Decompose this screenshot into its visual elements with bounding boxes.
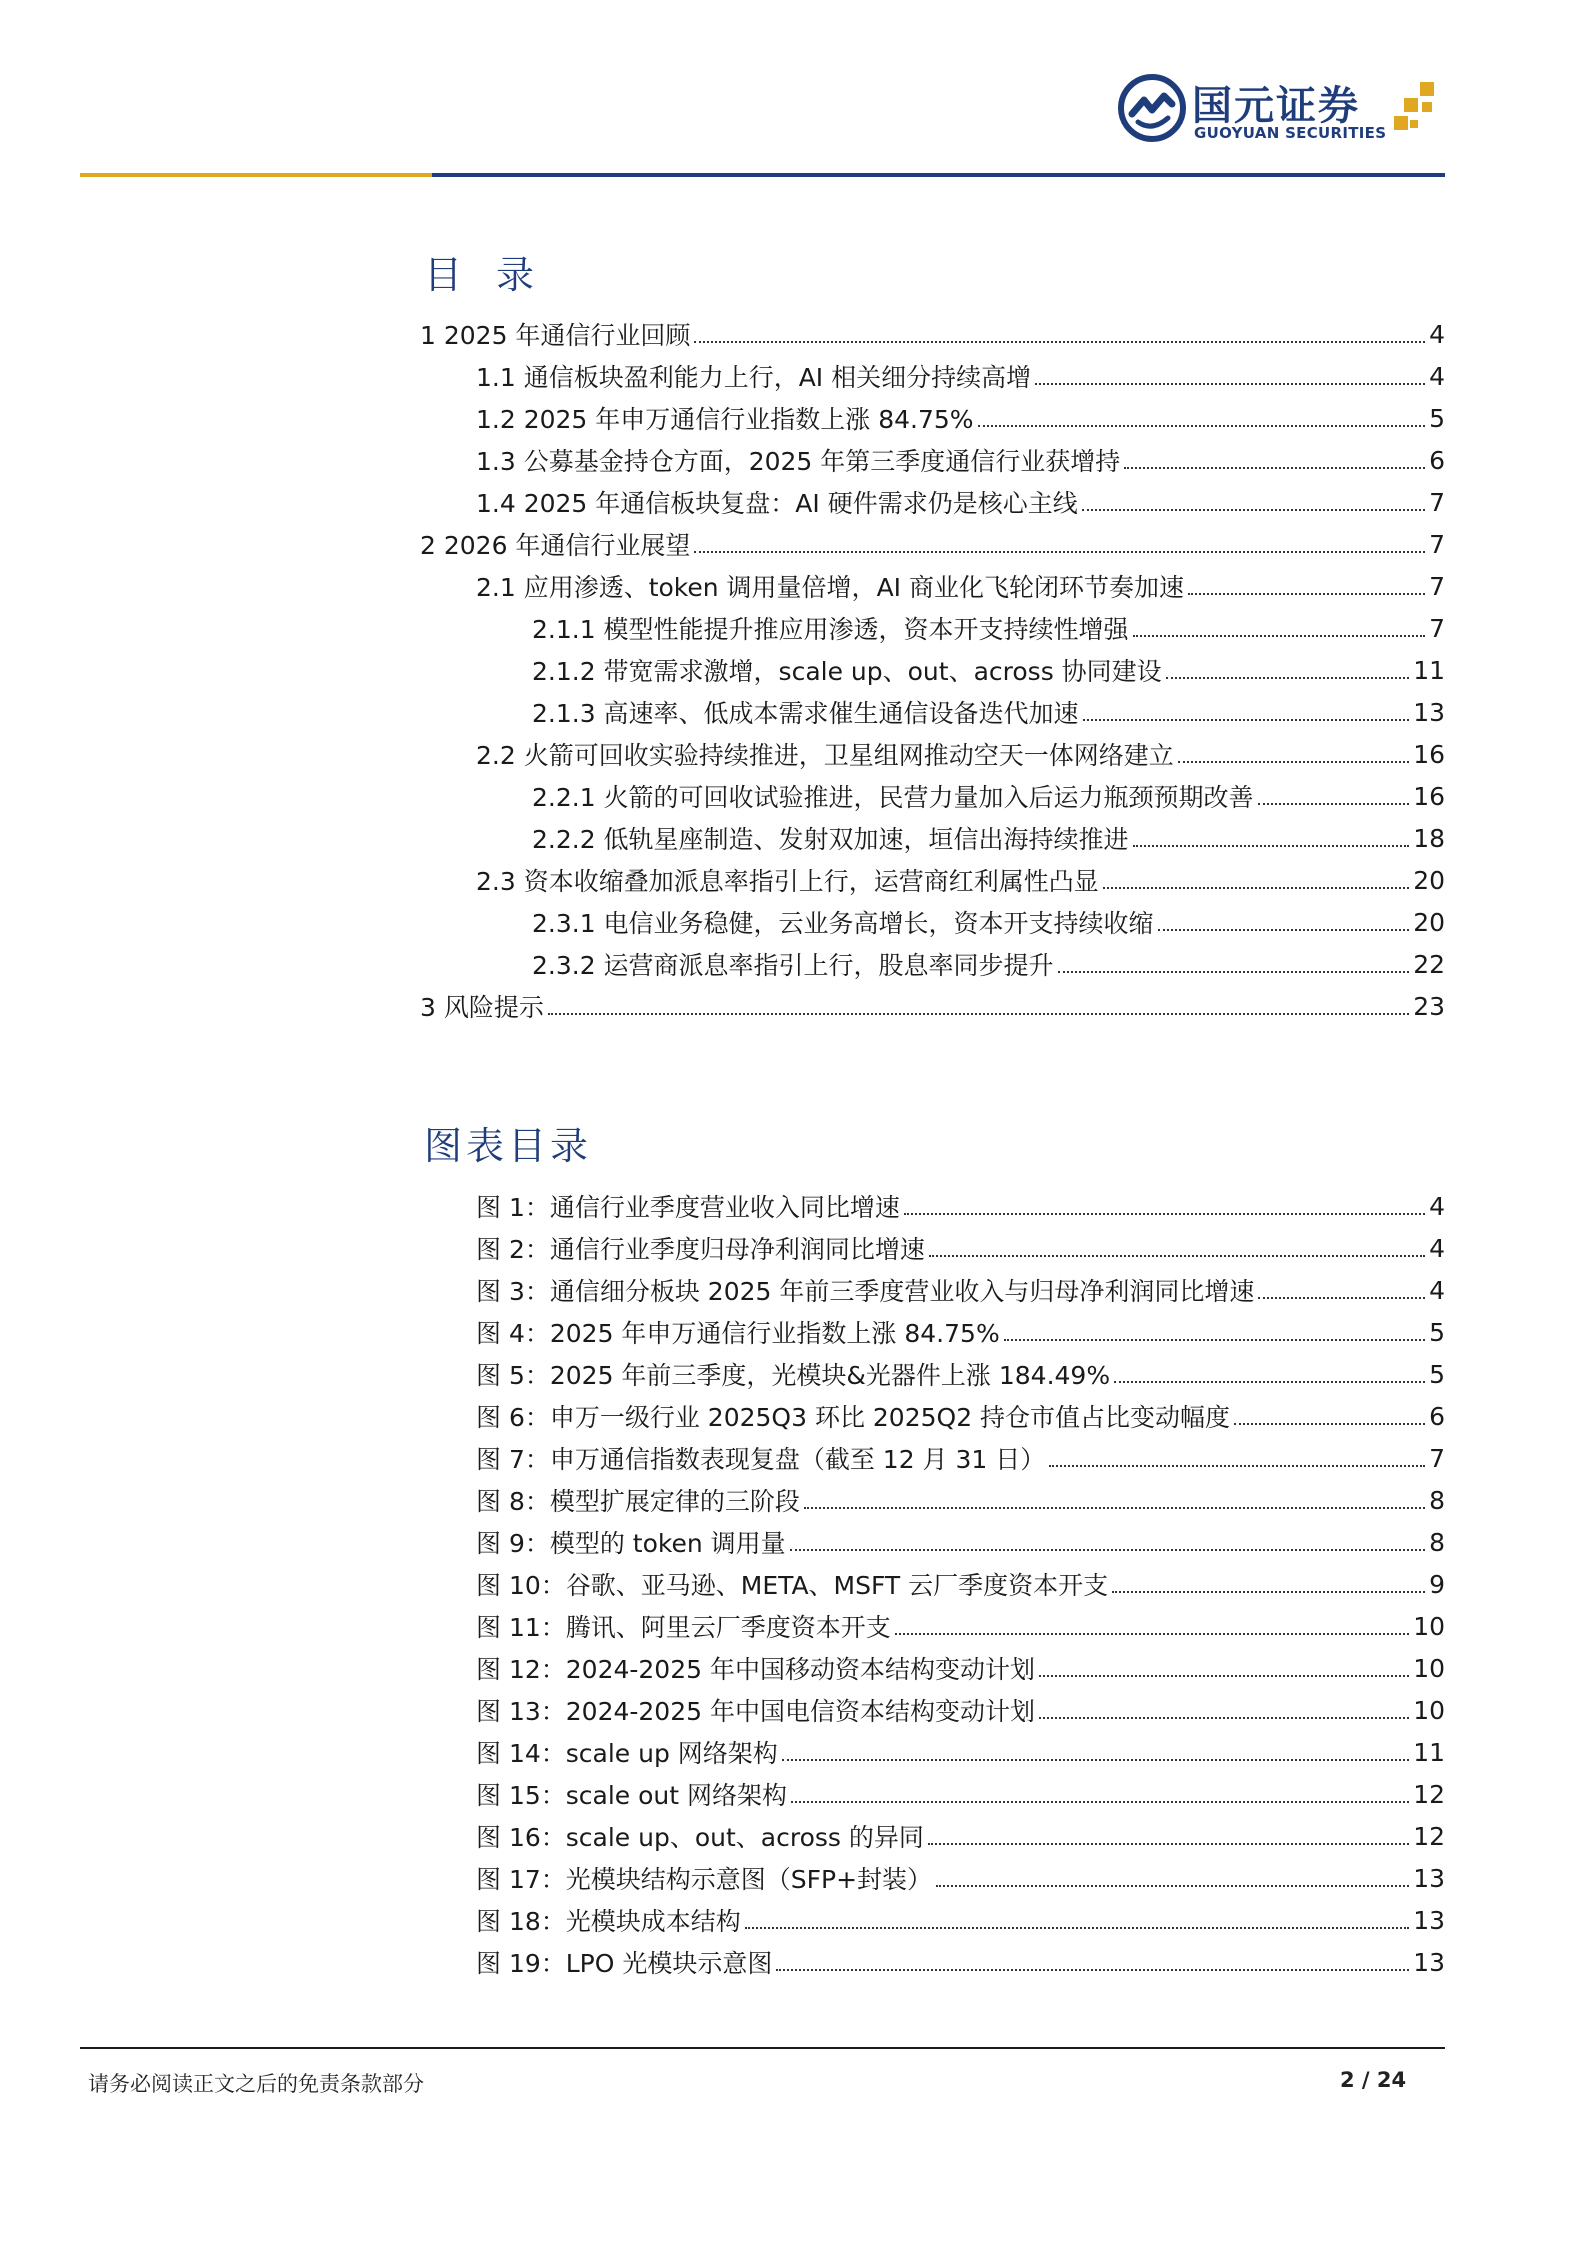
dot-leader xyxy=(928,1843,1409,1845)
figure-entry-page: 4 xyxy=(1429,1233,1445,1263)
figure-entry-page: 5 xyxy=(1429,1317,1445,1347)
dot-leader xyxy=(776,1969,1409,1971)
toc-entry-page: 11 xyxy=(1413,655,1445,685)
toc-entry[interactable] xyxy=(532,694,1445,730)
figure-entry[interactable] xyxy=(476,1608,1445,1644)
dot-leader xyxy=(1124,467,1425,469)
figure-entry-label: 图 10：谷歌、亚马逊、META、MSFT 云厂季度资本开支 xyxy=(476,1571,1109,1600)
toc-entry-label: 3 风险提示 xyxy=(420,993,544,1022)
dot-leader xyxy=(791,1801,1409,1803)
figure-entry[interactable] xyxy=(476,1188,1445,1224)
toc-entry[interactable] xyxy=(532,904,1445,940)
toc-entry-label: 2.1.2 带宽需求激增，scale up、out、across 协同建设 xyxy=(532,657,1162,686)
dot-leader xyxy=(1258,1297,1425,1299)
figure-entry-label: 图 18：光模块成本结构 xyxy=(476,1907,741,1936)
figure-entry-label: 图 5：2025 年前三季度，光模块&光器件上涨 184.49% xyxy=(476,1361,1111,1390)
figure-entry-page: 5 xyxy=(1429,1359,1445,1389)
figure-entry[interactable] xyxy=(476,1440,1445,1476)
dot-leader xyxy=(1004,1339,1425,1341)
toc-entry-page: 20 xyxy=(1413,907,1445,937)
toc-entry-page: 7 xyxy=(1429,529,1445,559)
dot-leader xyxy=(1035,383,1425,385)
toc-entry-page: 5 xyxy=(1429,403,1445,433)
page-indicator: 2 / 24 xyxy=(1340,2068,1407,2092)
toc-entry-label: 2.3 资本收缩叠加派息率指引上行，运营商红利属性凸显 xyxy=(476,867,1099,896)
dot-leader xyxy=(1158,929,1410,931)
toc-entry-label: 2 2026 年通信行业展望 xyxy=(420,531,691,560)
dot-leader xyxy=(1133,845,1410,847)
toc-entry[interactable] xyxy=(532,946,1445,982)
figure-entry[interactable] xyxy=(476,1692,1445,1728)
dot-leader xyxy=(548,1013,1409,1015)
footer-disclaimer: 请务必阅读正文之后的免责条款部分 xyxy=(88,2072,424,2096)
brand-logo xyxy=(1118,70,1448,150)
figure-entry-label: 图 19：LPO 光模块示意图 xyxy=(476,1949,773,1978)
figure-entry-page: 9 xyxy=(1429,1569,1445,1599)
figure-entry-label: 图 9：模型的 token 调用量 xyxy=(476,1529,786,1558)
toc-entry[interactable] xyxy=(476,442,1445,478)
toc-entry-page: 7 xyxy=(1429,613,1445,643)
dot-leader xyxy=(1039,1675,1409,1677)
figure-entry[interactable] xyxy=(476,1776,1445,1812)
figure-entry-label: 图 16：scale up、out、across 的异同 xyxy=(476,1823,924,1852)
toc-entry-page: 20 xyxy=(1413,865,1445,895)
toc-entry-label: 2.3.1 电信业务稳健，云业务高增长，资本开支持续收缩 xyxy=(532,909,1154,938)
dot-leader xyxy=(745,1927,1409,1929)
dot-leader xyxy=(1114,1381,1425,1383)
figure-entry[interactable] xyxy=(476,1524,1445,1560)
toc-entry-label: 2.1 应用渗透、token 调用量倍增，AI 商业化飞轮闭环节奏加速 xyxy=(476,573,1184,602)
footer-rule xyxy=(80,2047,1445,2049)
toc-entry-page: 4 xyxy=(1429,361,1445,391)
header-rule-gold xyxy=(80,173,432,177)
toc-entry[interactable] xyxy=(476,358,1445,394)
figure-entry[interactable] xyxy=(476,1734,1445,1770)
toc-entry-label: 1.3 公募基金持仓方面，2025 年第三季度通信行业获增持 xyxy=(476,447,1121,476)
toc-entry[interactable] xyxy=(420,988,1445,1024)
figure-entry-label: 图 12：2024-2025 年中国移动资本结构变动计划 xyxy=(476,1655,1035,1684)
toc-entry-label: 2.1.1 模型性能提升推应用渗透，资本开支持续性增强 xyxy=(532,615,1129,644)
figure-entry[interactable] xyxy=(476,1314,1445,1350)
dot-leader xyxy=(694,341,1425,343)
toc-entry-label: 2.2.1 火箭的可回收试验推进，民营力量加入后运力瓶颈预期改善 xyxy=(532,783,1254,812)
dot-leader xyxy=(804,1507,1425,1509)
dot-leader xyxy=(1166,677,1410,679)
toc-entry[interactable] xyxy=(532,652,1445,688)
figure-entry-page: 7 xyxy=(1429,1443,1445,1473)
toc-title: 目录 xyxy=(424,253,569,297)
dot-leader xyxy=(1178,761,1409,763)
dot-leader xyxy=(978,425,1426,427)
figure-entry-label: 图 8：模型扩展定律的三阶段 xyxy=(476,1487,800,1516)
toc-entry[interactable] xyxy=(476,736,1445,772)
figure-entry-page: 10 xyxy=(1413,1695,1445,1725)
toc-entry-label: 1.4 2025 年通信板块复盘：AI 硬件需求仍是核心主线 xyxy=(476,489,1078,518)
figure-entry-label: 图 14：scale up 网络架构 xyxy=(476,1739,778,1768)
figure-entry-label: 图 4：2025 年申万通信行业指数上涨 84.75% xyxy=(476,1319,1000,1348)
toc-entry-page: 6 xyxy=(1429,445,1445,475)
toc-entry-label: 2.3.2 运营商派息率指引上行，股息率同步提升 xyxy=(532,951,1054,980)
figure-entry-label: 图 1：通信行业季度营业收入同比增速 xyxy=(476,1193,900,1222)
toc-entry-page: 4 xyxy=(1429,319,1445,349)
toc-entry-label: 2.2.2 低轨星座制造、发射双加速，垣信出海持续推进 xyxy=(532,825,1129,854)
figure-entry-label: 图 17：光模块结构示意图（SFP+封装） xyxy=(476,1865,933,1894)
toc-entry-page: 23 xyxy=(1413,991,1445,1021)
figure-entry-label: 图 15：scale out 网络架构 xyxy=(476,1781,788,1810)
dot-leader xyxy=(936,1885,1409,1887)
figure-entry-page: 8 xyxy=(1429,1527,1445,1557)
dot-leader xyxy=(1133,635,1426,637)
dot-leader xyxy=(1234,1423,1425,1425)
toc-entry-page: 13 xyxy=(1413,697,1445,727)
figure-entry-label: 图 11：腾讯、阿里云厂季度资本开支 xyxy=(476,1613,891,1642)
dot-leader xyxy=(1188,593,1425,595)
figure-entry-page: 10 xyxy=(1413,1611,1445,1641)
dot-leader xyxy=(904,1213,1425,1215)
brand-name-cn: 国元证券 xyxy=(1192,83,1360,129)
toc-entry-page: 18 xyxy=(1413,823,1445,853)
toc-entry-label: 1.2 2025 年申万通信行业指数上涨 84.75% xyxy=(476,405,974,434)
toc-entry[interactable] xyxy=(476,568,1445,604)
gold-squares-icon xyxy=(1390,80,1450,140)
figure-entry-page: 4 xyxy=(1429,1191,1445,1221)
dot-leader xyxy=(1258,803,1410,805)
dot-leader xyxy=(1112,1591,1425,1593)
figure-entry-label: 图 2：通信行业季度归母净利润同比增速 xyxy=(476,1235,925,1264)
dot-leader xyxy=(929,1255,1425,1257)
dot-leader xyxy=(1082,509,1425,511)
toc-entry-page: 16 xyxy=(1413,739,1445,769)
figure-entry-page: 13 xyxy=(1413,1905,1445,1935)
figure-entry[interactable] xyxy=(476,1944,1445,1980)
figure-entry[interactable] xyxy=(476,1272,1445,1308)
figure-entry-label: 图 3：通信细分板块 2025 年前三季度营业收入与归母净利润同比增速 xyxy=(476,1277,1255,1306)
toc-entry-page: 22 xyxy=(1413,949,1445,979)
dot-leader xyxy=(1058,971,1410,973)
dot-leader xyxy=(895,1633,1409,1635)
dot-leader xyxy=(694,551,1425,553)
figure-entry-page: 12 xyxy=(1413,1821,1445,1851)
toc-entry-label: 1 2025 年通信行业回顾 xyxy=(420,321,691,350)
figure-entry-page: 8 xyxy=(1429,1485,1445,1515)
dot-leader xyxy=(782,1759,1409,1761)
header-rule-blue xyxy=(432,173,1445,177)
figure-entry[interactable] xyxy=(476,1356,1445,1392)
figure-entry-page: 4 xyxy=(1429,1275,1445,1305)
figure-entry[interactable] xyxy=(476,1902,1445,1938)
toc-entry[interactable] xyxy=(532,820,1445,856)
guoyuan-logo-icon xyxy=(1118,74,1186,142)
toc-entry-label: 2.2 火箭可回收实验持续推进，卫星组网推动空天一体网络建立 xyxy=(476,741,1174,770)
toc-entry[interactable] xyxy=(532,610,1445,646)
dot-leader xyxy=(1103,887,1409,889)
toc-entry-page: 7 xyxy=(1429,571,1445,601)
figure-entry[interactable] xyxy=(476,1566,1445,1602)
figure-entry[interactable] xyxy=(476,1650,1445,1686)
figure-entry[interactable] xyxy=(476,1818,1445,1854)
brand-name-en: GUOYUAN SECURITIES xyxy=(1194,124,1387,142)
dot-leader xyxy=(1083,719,1410,721)
dot-leader xyxy=(1039,1717,1409,1719)
figure-entry[interactable] xyxy=(476,1860,1445,1896)
toc-entry[interactable] xyxy=(476,484,1445,520)
figure-entry-page: 11 xyxy=(1413,1737,1445,1767)
figure-entry-page: 12 xyxy=(1413,1779,1445,1809)
toc-entry[interactable] xyxy=(420,526,1445,562)
figure-entry-page: 10 xyxy=(1413,1653,1445,1683)
figure-entry[interactable] xyxy=(476,1482,1445,1518)
figure-entry-label: 图 13：2024-2025 年中国电信资本结构变动计划 xyxy=(476,1697,1035,1726)
figure-entry[interactable] xyxy=(476,1398,1445,1434)
toc-entry-label: 1.1 通信板块盈利能力上行，AI 相关细分持续高增 xyxy=(476,363,1032,392)
dot-leader xyxy=(1049,1465,1425,1467)
figure-entry-page: 13 xyxy=(1413,1947,1445,1977)
toc-entry-page: 16 xyxy=(1413,781,1445,811)
toc-entry[interactable] xyxy=(476,862,1445,898)
toc-entry-label: 2.1.3 高速率、低成本需求催生通信设备迭代加速 xyxy=(532,699,1079,728)
figure-list-title: 图表目录 xyxy=(424,1124,593,1168)
figure-entry-page: 6 xyxy=(1429,1401,1445,1431)
toc-entry[interactable] xyxy=(420,316,1445,352)
dot-leader xyxy=(790,1549,1425,1551)
figure-entry[interactable] xyxy=(476,1230,1445,1266)
toc-entry[interactable] xyxy=(476,400,1445,436)
toc-entry[interactable] xyxy=(532,778,1445,814)
figure-entry-label: 图 6：申万一级行业 2025Q3 环比 2025Q2 持仓市值占比变动幅度 xyxy=(476,1403,1231,1432)
figure-entry-page: 13 xyxy=(1413,1863,1445,1893)
toc-entry-page: 7 xyxy=(1429,487,1445,517)
figure-entry-label: 图 7：申万通信指数表现复盘（截至 12 月 31 日） xyxy=(476,1445,1046,1474)
